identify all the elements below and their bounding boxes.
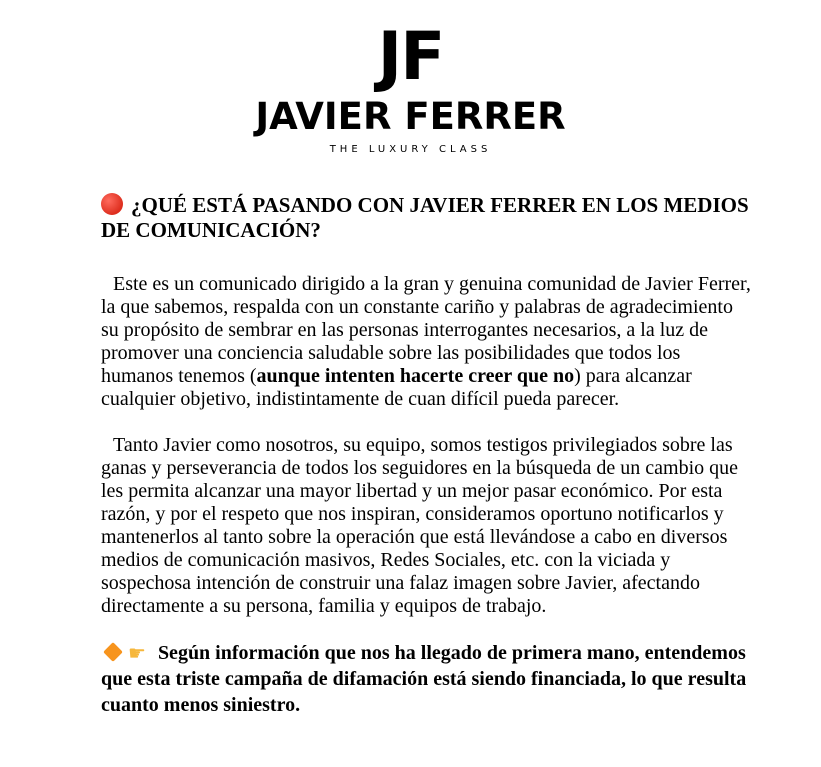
brand-name: JAVIER FERRER	[255, 95, 566, 138]
article-body	[101, 193, 751, 718]
highlight-text: Según información que nos ha llegado de primera mano, entendemos que esta triste campaña de difamación está siendo financiada, lo que resulta cuanto menos siniestro.	[101, 642, 747, 716]
highlight-paragraph	[101, 640, 751, 718]
intro-text-before: Este es un comunicado dirigido a la gran y genuina comunidad de Javier Ferrer, la que sabemos, respalda con un constante cariño y palabras de agradecimiento su propósito de sembrar en las personas interrogantes necesarios, a la luz de promover una conciencia saludable sobre las posibilidades que todos los humanos tenemos (	[101, 273, 751, 387]
article-heading-text: ¿QUÉ ESTÁ PASANDO CON JAVIER FERRER EN LOS MEDIOS DE COMUNICACIÓN?	[101, 193, 749, 242]
pointing-hand-icon: ☛	[128, 641, 146, 665]
orange-diamond-icon	[103, 642, 123, 662]
intro-text-after: ) para alcanzar cualquier objetivo, indistintamente de cuan difícil pueda parecer.	[101, 365, 692, 410]
intro-text-bold: aunque intenten hacerte creer que no	[256, 365, 575, 387]
brand-tagline: THE LUXURY CLASS	[329, 144, 492, 155]
article-heading	[101, 193, 751, 243]
brand-monogram: JF	[377, 18, 444, 95]
intro-paragraph	[101, 273, 751, 411]
red-circle-icon	[101, 193, 123, 215]
second-paragraph: Tanto Javier como nosotros, su equipo, somos testigos privilegiados sobre las ganas y perseverancia de todos los seguidores en la búsqueda de un cambio que les permita alcanzar una mayor libertad y un mejor pasar económico. Por esta razón, y por el respeto que nos inspiran, consideramos oportuno notificarlos y mantenerlos al tanto sobre la operación que está llevándose a cabo en diversos medios de comunicación masivos, Redes Sociales, etc. con la viciada y sospechosa intención de construir una falaz imagen sobre Javier, afectando directamente a su persona, familia y equipos de trabajo.	[101, 434, 739, 617]
